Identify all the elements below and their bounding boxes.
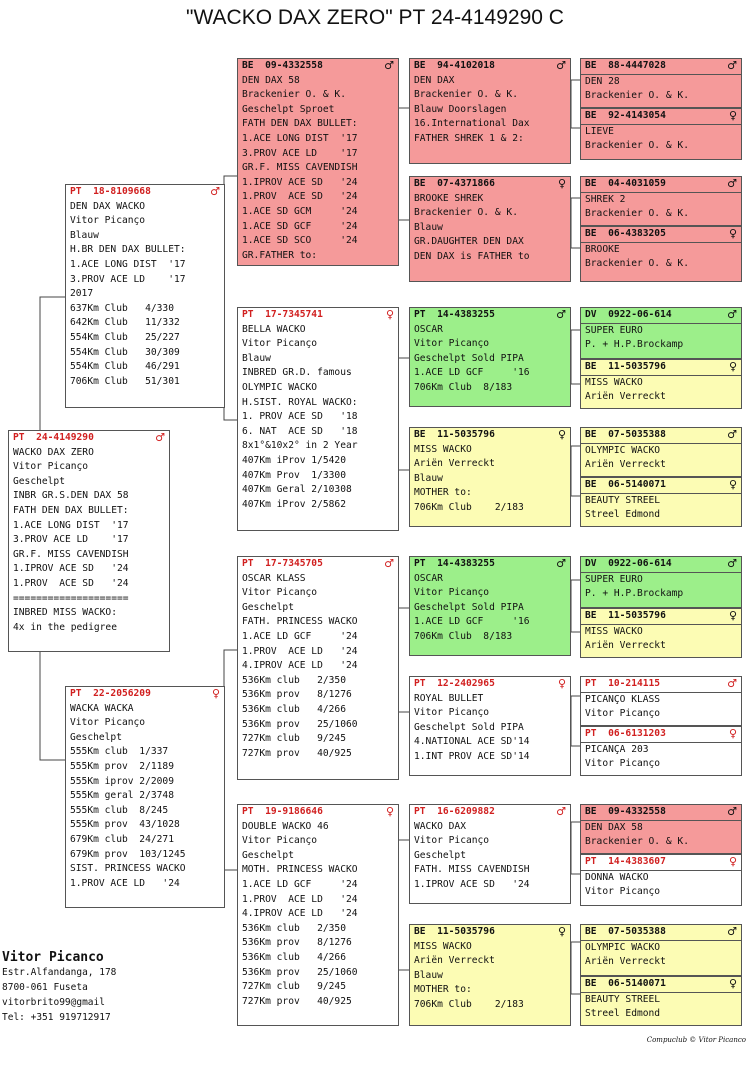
pigeon-info-line: FATH. MISS CAVENDISH [414, 864, 530, 876]
ring-number: PT 16-6209882 [414, 806, 495, 817]
pigeon-info-line: 727Km club 9/245 [242, 733, 346, 745]
pigeon-info-line: 407Km Prov 1/3300 [242, 469, 346, 481]
pigeon-card-b0 [8, 430, 170, 652]
pigeon-info-line: Streel Edmond [585, 1008, 661, 1020]
pigeon-info-line: 1.ACE LONG DIST '17 [70, 258, 186, 270]
pigeon-info-line: OLYMPIC WACKO [242, 381, 318, 393]
pigeon-info-line: 1.ACE SD GCM '24 [242, 205, 358, 217]
male-symbol-icon: ♂ [556, 59, 566, 72]
ring-number-header [581, 977, 741, 993]
pigeon-name: SUPER EURO [585, 324, 643, 336]
ring-number: PT 12-2402965 [414, 678, 495, 689]
pigeon-info-line: 706Km Club 2/183 [414, 501, 524, 513]
ring-number: BE 88-4447028 [585, 60, 666, 71]
ring-number: BE 07-5035388 [585, 429, 666, 440]
pigeon-info-line: 1.ACE LD GCF '24 [242, 878, 358, 890]
pigeon-info-line: Brackenier O. & K. [585, 90, 689, 102]
ring-number-header [581, 109, 741, 125]
ring-number-header [9, 431, 169, 446]
pigeon-info-line: 555Km prov 2/1189 [70, 760, 174, 772]
pigeon-info-line: Brackenier O. & K. [585, 258, 689, 270]
pigeon-info-line: 706Km Club 51/301 [70, 375, 180, 387]
pigeon-card-s1 [580, 58, 742, 108]
pigeon-name: DEN DAX WACKO [70, 200, 146, 212]
ring-number-header [581, 677, 741, 693]
pigeon-info-line: MOTHER to: [414, 984, 472, 996]
pigeon-name: BROOKE SHREK [414, 192, 484, 204]
male-symbol-icon: ♂ [384, 59, 394, 72]
ring-number-header [410, 925, 570, 940]
pigeon-info-line: 4.NATIONAL ACE SD'14 [414, 736, 530, 748]
owner-name: Vitor Picanco [2, 950, 104, 965]
ring-number: BE 06-4383205 [585, 228, 666, 239]
pigeon-card-b10 [409, 427, 571, 527]
pigeon-info-line: 706Km Club 8/183 [414, 630, 513, 642]
male-symbol-icon: ♂ [727, 308, 737, 321]
pigeon-info-line: H.SIST. ROYAL WACKO: [242, 396, 358, 408]
male-symbol-icon: ♂ [210, 185, 220, 198]
ring-number-header [66, 687, 224, 702]
pigeon-info-line: FATHER SHREK 1 & 2: [414, 132, 524, 144]
pigeon-info-line: Brackenier O. & K. [414, 207, 518, 219]
pigeon-info-line: 536Km club 4/266 [242, 703, 346, 715]
pigeon-card-b9 [409, 307, 571, 407]
ring-number-header [238, 805, 398, 820]
pigeon-info-line: Vitor Picanço [585, 886, 661, 898]
pigeon-card-b1 [65, 184, 225, 408]
male-symbol-icon: ♂ [384, 557, 394, 570]
male-symbol-icon: ♂ [556, 308, 566, 321]
pigeon-info-line: 3.PROV ACE LD '17 [70, 273, 186, 285]
pigeon-info-line: 536Km club 4/266 [242, 951, 346, 963]
pigeon-info-line: 1.ACE LD GCF '16 [414, 616, 530, 628]
pigeon-name: WACKO DAX ZERO [13, 446, 94, 458]
pigeon-info-line: 555Km club 1/337 [70, 746, 169, 758]
pigeon-card-b2 [65, 686, 225, 908]
ring-number-header [66, 185, 224, 200]
pigeon-name: OLYMPIC WACKO [585, 444, 661, 456]
pigeon-info-line: 4.IPROV ACE LD '24 [242, 908, 358, 920]
pigeon-card-s4 [580, 226, 742, 282]
pigeon-name: LIEVE [585, 125, 614, 137]
pigeon-info-line: 554Km Club 30/309 [70, 346, 180, 358]
pigeon-card-s13 [580, 804, 742, 854]
ring-number: PT 14-4383255 [414, 309, 495, 320]
pigeon-info-line: Vitor Picanço [414, 338, 490, 350]
ring-number: PT 10-214115 [585, 678, 661, 689]
pigeon-name: DEN 28 [585, 75, 620, 87]
ring-number-header [581, 855, 741, 871]
male-symbol-icon: ♂ [556, 805, 566, 818]
ring-number: PT 19-9186646 [242, 806, 323, 817]
pigeon-info-line: MOTH. PRINCESS WACKO [242, 864, 358, 876]
pigeon-info-line: 1.IPROV ACE SD '24 [242, 176, 358, 188]
ring-number-header [581, 478, 741, 494]
pigeon-name: OSCAR [414, 323, 443, 335]
female-symbol-icon: ♀ [557, 428, 566, 441]
female-symbol-icon: ♀ [728, 727, 737, 740]
pigeon-card-s16 [580, 976, 742, 1026]
male-symbol-icon: ♂ [727, 59, 737, 72]
pigeon-info-line: Brackenier O. & K. [585, 836, 689, 848]
female-symbol-icon: ♀ [728, 977, 737, 990]
male-symbol-icon: ♂ [727, 428, 737, 441]
owner-email: vitorbrito99@gmail [2, 997, 105, 1008]
pigeon-info-line: Brackenier O. & K. [585, 208, 689, 220]
pigeon-info-line: GR.FATHER to: [242, 249, 318, 261]
ring-number-header [581, 609, 741, 625]
pigeon-name: MISS WACKO [414, 940, 472, 952]
pigeon-info-line: 1.IPROV ACE SD '24 [414, 878, 530, 890]
pigeon-info-line: Vitor Picanço [70, 717, 146, 729]
pigeon-info-line: 536Km prov 8/1276 [242, 937, 352, 949]
pigeon-card-s10 [580, 608, 742, 658]
pigeon-info-line: Ariën Verreckt [414, 955, 495, 967]
pigeon-card-s11 [580, 676, 742, 726]
female-symbol-icon: ♀ [728, 227, 737, 240]
pigeon-info-line: 555Km club 8/245 [70, 804, 169, 816]
ring-number-header [410, 177, 570, 192]
pigeon-info-line: GR.DAUGHTER DEN DAX [414, 236, 524, 248]
pigeon-info-line: GR.F. MISS CAVENDISH [13, 548, 129, 560]
pigeon-name: BELLA WACKO [242, 323, 306, 335]
ring-number: BE 09-4332558 [585, 806, 666, 817]
pigeon-name: BEAUTY STREEL [585, 494, 661, 506]
pigeon-info-line: 536Km prov 25/1060 [242, 718, 358, 730]
pigeon-info-line: Vitor Picanço [242, 587, 318, 599]
pigeon-info-line: 1.ACE LD GCF '16 [414, 367, 530, 379]
pigeon-info-line: Vitor Picanço [70, 215, 146, 227]
ring-number: BE 94-4102018 [414, 60, 495, 71]
pigeon-info-line: Geschelpt Sold PIPA [414, 601, 524, 613]
male-symbol-icon: ♂ [727, 177, 737, 190]
ring-number: PT 17-7345705 [242, 558, 323, 569]
pigeon-info-line: Blauw [414, 969, 443, 981]
pigeon-info-line: 16.International Dax [414, 118, 530, 130]
ring-number-header [581, 557, 741, 573]
pigeon-card-b14 [409, 924, 571, 1026]
ring-number-header [581, 59, 741, 75]
pigeon-info-line: Blauw [70, 229, 99, 241]
ring-number: BE 11-5035796 [414, 926, 495, 937]
ring-number: DV 0922-06-614 [585, 309, 672, 320]
ring-number-header [410, 677, 570, 692]
pigeon-info-line: P. + H.P.Brockamp [585, 339, 684, 351]
pigeon-info-line: Geschelpt [13, 475, 65, 487]
pigeon-info-line: Geschelpt Sold PIPA [414, 721, 524, 733]
pigeon-info-line: 727Km prov 40/925 [242, 747, 352, 759]
pigeon-info-line: H.BR DEN DAX BULLET: [70, 244, 186, 256]
pigeon-name: BROOKE [585, 243, 620, 255]
pigeon-info-line: 3.PROV ACE LD '17 [13, 534, 129, 546]
pigeon-name: BEAUTY STREEL [585, 993, 661, 1005]
pigeon-info-line: P. + H.P.Brockamp [585, 588, 684, 600]
pigeon-info-line: 727Km prov 40/925 [242, 995, 352, 1007]
pigeon-info-line: 555Km geral 2/3748 [70, 790, 174, 802]
pigeon-name: MISS WACKO [414, 443, 472, 455]
pigeon-info-line: 1.PROV ACE LD '24 [70, 877, 180, 889]
female-symbol-icon: ♀ [728, 609, 737, 622]
pigeon-name: DOUBLE WACKO 46 [242, 820, 329, 832]
pigeon-card-s3 [580, 176, 742, 226]
pigeon-info-line: 407Km iProv 2/5862 [242, 498, 346, 510]
ring-number: BE 11-5035796 [414, 429, 495, 440]
pigeon-info-line: 4x in the pedigree [13, 621, 117, 633]
software-credit: Compuclub © Vitor Picanco [646, 1036, 746, 1044]
ring-number-header [238, 557, 398, 572]
pigeon-name: PICANÇA 203 [585, 743, 649, 755]
female-symbol-icon: ♀ [728, 855, 737, 868]
pigeon-info-line: GR.F. MISS CAVENDISH [242, 162, 358, 174]
ring-number-header [581, 805, 741, 821]
pigeon-info-line: Ariën Verreckt [585, 956, 666, 968]
male-symbol-icon: ♂ [727, 557, 737, 570]
pigeon-info-line: 6. NAT ACE SD '18 [242, 425, 358, 437]
pigeon-info-line: 536Km prov 25/1060 [242, 966, 358, 978]
pigeon-info-line: Blauw [414, 472, 443, 484]
pigeon-name: DEN DAX 58 [585, 821, 643, 833]
female-symbol-icon: ♀ [557, 925, 566, 938]
pigeon-name: PICANÇO KLASS [585, 693, 661, 705]
pigeon-info-line: Blauw [414, 221, 443, 233]
ring-number: BE 09-4332558 [242, 60, 323, 71]
female-symbol-icon: ♀ [728, 478, 737, 491]
ring-number: BE 06-5140071 [585, 479, 666, 490]
ring-number-header [410, 308, 570, 323]
pigeon-info-line: 1.ACE LONG DIST '17 [13, 519, 129, 531]
pigeon-name: DEN DAX 58 [242, 74, 300, 86]
ring-number: BE 04-4031059 [585, 178, 666, 189]
male-symbol-icon: ♂ [556, 557, 566, 570]
pigeon-info-line: Ariën Verreckt [585, 391, 666, 403]
pigeon-card-s6 [580, 359, 742, 409]
female-symbol-icon: ♀ [557, 677, 566, 690]
ring-number-header [410, 805, 570, 820]
pigeon-card-b7 [409, 58, 571, 164]
pigeon-info-line: 8x1°&10x2° in 2 Year [242, 440, 358, 452]
pigeon-card-s8 [580, 477, 742, 527]
pigeon-info-line: Blauw Doorslagen [414, 103, 507, 115]
pigeon-info-line: Vitor Picanço [585, 708, 661, 720]
pigeon-info-line: SIST. PRINCESS WACKO [70, 863, 186, 875]
owner-address-line: Estr.Alfandanga, 178 [2, 967, 117, 978]
ring-number: BE 11-5035796 [585, 610, 666, 621]
pigeon-info-line: Geschelpt [242, 601, 294, 613]
pigeon-info-line: DEN DAX is FATHER to [414, 250, 530, 262]
pigeon-card-b3 [237, 58, 399, 266]
pigeon-info-line: Vitor Picanço [414, 707, 490, 719]
pigeon-info-line: 679Km club 24/271 [70, 833, 174, 845]
male-symbol-icon: ♂ [727, 805, 737, 818]
ring-number: PT 17-7345741 [242, 309, 323, 320]
ring-number-header [410, 557, 570, 572]
pigeon-info-line: 407Km Geral 2/10308 [242, 484, 352, 496]
ring-number: BE 92-4143054 [585, 110, 666, 121]
pigeon-info-line: 536Km prov 8/1276 [242, 689, 352, 701]
owner-phone: Tel: +351 919712917 [2, 1012, 111, 1023]
pigeon-name: OSCAR KLASS [242, 572, 306, 584]
male-symbol-icon: ♂ [727, 925, 737, 938]
pigeon-info-line: FATH. PRINCESS WACKO [242, 616, 358, 628]
ring-number-header [238, 308, 398, 323]
pigeon-name: SHREK 2 [585, 193, 626, 205]
pigeon-info-line: 1.ACE LONG DIST '17 [242, 132, 358, 144]
pigeon-info-line: Ariën Verreckt [585, 459, 666, 471]
pigeon-card-s14 [580, 854, 742, 906]
ring-number-header [581, 428, 741, 444]
pigeon-info-line: Vitor Picanço [242, 835, 318, 847]
ring-number-header [581, 360, 741, 376]
pigeon-card-b8 [409, 176, 571, 282]
female-symbol-icon: ♀ [557, 177, 566, 190]
pigeon-name: WACKA WACKA [70, 702, 134, 714]
ring-number-header [581, 177, 741, 193]
pigeon-info-line: Vitor Picanço [242, 338, 318, 350]
pigeon-info-line: Ariën Verreckt [414, 458, 495, 470]
pigeon-info-line: 1.PROV ACE SD '24 [13, 577, 129, 589]
pigeon-info-line: 536Km club 2/350 [242, 674, 346, 686]
pigeon-info-line: 1.PROV ACE LD '24 [242, 645, 358, 657]
pigeon-name: OLYMPIC WACKO [585, 941, 661, 953]
ring-number: BE 07-4371866 [414, 178, 495, 189]
pigeon-info-line: INBRED GR.D. famous [242, 367, 352, 379]
pigeon-info-line: Streel Edmond [585, 509, 661, 521]
pigeon-info-line: INBRED MISS WACKO: [13, 607, 117, 619]
pigeon-card-s2 [580, 108, 742, 160]
pigeon-info-line: 407Km iProv 1/5420 [242, 454, 346, 466]
pigeon-name: OSCAR [414, 572, 443, 584]
pigeon-info-line: Brackenier O. & K. [585, 140, 689, 152]
pigeon-info-line: 679Km prov 103/1245 [70, 848, 186, 860]
pigeon-card-b5 [237, 556, 399, 780]
female-symbol-icon: ♀ [728, 360, 737, 373]
pigeon-info-line: 1.INT PROV ACE SD'14 [414, 750, 530, 762]
pigeon-info-line: 3.PROV ACE LD '17 [242, 147, 358, 159]
pigeon-info-line: 1.ACE LD GCF '24 [242, 630, 358, 642]
pigeon-info-line: 727Km club 9/245 [242, 981, 346, 993]
pigeon-card-b6 [237, 804, 399, 1026]
pigeon-info-line: 555Km iprov 2/2009 [70, 775, 174, 787]
ring-number-header [410, 59, 570, 74]
pigeon-card-s5 [580, 307, 742, 359]
male-symbol-icon: ♂ [727, 677, 737, 690]
pigeon-card-s7 [580, 427, 742, 477]
pigeon-name: MISS WACKO [585, 625, 643, 637]
pigeon-info-line: 4.IPROV ACE LD '24 [242, 660, 358, 672]
ring-number: BE 06-5140071 [585, 978, 666, 989]
pigeon-name: DEN DAX [414, 74, 455, 86]
ring-number: DV 0922-06-614 [585, 558, 672, 569]
pigeon-info-line: ==================== [13, 592, 129, 604]
pigeon-name: ROYAL BULLET [414, 692, 484, 704]
female-symbol-icon: ♀ [728, 109, 737, 122]
ring-number-header [581, 925, 741, 941]
pigeon-card-s9 [580, 556, 742, 608]
pedigree-title: "WACKO DAX ZERO" PT 24-4149290 C [186, 6, 564, 29]
pigeon-info-line: 555Km prov 43/1028 [70, 819, 180, 831]
pigeon-info-line: Blauw [242, 352, 271, 364]
owner-address-line: 8700-061 Fuseta [2, 982, 88, 993]
pigeon-info-line: 1.PROV ACE LD '24 [242, 893, 358, 905]
pigeon-info-line: Brackenier O. & K. [242, 89, 346, 101]
ring-number-header [581, 227, 741, 243]
pigeon-info-line: 554Km Club 25/227 [70, 331, 180, 343]
pigeon-name: SUPER EURO [585, 573, 643, 585]
female-symbol-icon: ♀ [211, 687, 220, 700]
ring-number-header [581, 308, 741, 324]
ring-number: PT 24-4149290 [13, 432, 94, 443]
pigeon-info-line: Geschelpt Sold PIPA [414, 352, 524, 364]
pigeon-info-line: Brackenier O. & K. [414, 89, 518, 101]
ring-number: BE 07-5035388 [585, 926, 666, 937]
pigeon-info-line: 1.IPROV ACE SD '24 [13, 563, 129, 575]
pigeon-card-b13 [409, 804, 571, 904]
pigeon-info-line: Vitor Picanço [13, 461, 89, 473]
owner-block [2, 950, 116, 1025]
pigeon-info-line: FATH DEN DAX BULLET: [13, 504, 129, 516]
pigeon-card-b4 [237, 307, 399, 531]
pigeon-info-line: 1.ACE SD GCF '24 [242, 220, 358, 232]
pigeon-info-line: Geschelpt Sproet [242, 103, 335, 115]
female-symbol-icon: ♀ [385, 805, 394, 818]
pigeon-info-line: INBR GR.S.DEN DAX 58 [13, 490, 129, 502]
ring-number-header [410, 428, 570, 443]
pigeon-name: DONNA WACKO [585, 871, 649, 883]
pigeon-info-line: 637Km Club 4/330 [70, 302, 174, 314]
pigeon-info-line: Geschelpt [242, 849, 294, 861]
pigeon-card-b12 [409, 676, 571, 776]
pigeon-card-s12 [580, 726, 742, 776]
pigeon-name: WACKO DAX [414, 820, 466, 832]
ring-number-header [581, 727, 741, 743]
pigeon-card-b11 [409, 556, 571, 656]
ring-number-header [238, 59, 398, 74]
pigeon-info-line: MOTHER to: [414, 487, 472, 499]
pigeon-info-line: 706Km Club 2/183 [414, 998, 524, 1010]
pigeon-info-line: 2017 [70, 288, 94, 300]
pigeon-info-line: FATH DEN DAX BULLET: [242, 118, 358, 130]
pigeon-info-line: Geschelpt [70, 731, 122, 743]
pigeon-info-line: Vitor Picanço [414, 835, 490, 847]
ring-number: PT 22-2056209 [70, 688, 151, 699]
ring-number: PT 14-4383607 [585, 856, 666, 867]
pigeon-info-line: 642Km Club 11/332 [70, 317, 180, 329]
pigeon-info-line: 1. PROV ACE SD '18 [242, 411, 358, 423]
pigeon-info-line: 1.ACE SD SCO '24 [242, 235, 358, 247]
pigeon-info-line: 536Km club 2/350 [242, 922, 346, 934]
ring-number: PT 06-6131203 [585, 728, 666, 739]
ring-number: PT 18-8109668 [70, 186, 151, 197]
pigeon-info-line: Ariën Verreckt [585, 640, 666, 652]
pigeon-info-line: 1.PROV ACE SD '24 [242, 191, 358, 203]
pigeon-card-s15 [580, 924, 742, 976]
pigeon-info-line: Geschelpt [414, 849, 466, 861]
ring-number: BE 11-5035796 [585, 361, 666, 372]
pigeon-info-line: 554Km Club 46/291 [70, 361, 180, 373]
pigeon-info-line: 706Km Club 8/183 [414, 381, 513, 393]
female-symbol-icon: ♀ [385, 308, 394, 321]
pigeon-info-line: Vitor Picanço [585, 758, 661, 770]
pigeon-name: MISS WACKO [585, 376, 643, 388]
ring-number: PT 14-4383255 [414, 558, 495, 569]
male-symbol-icon: ♂ [155, 431, 165, 444]
pigeon-info-line: Vitor Picanço [414, 587, 490, 599]
